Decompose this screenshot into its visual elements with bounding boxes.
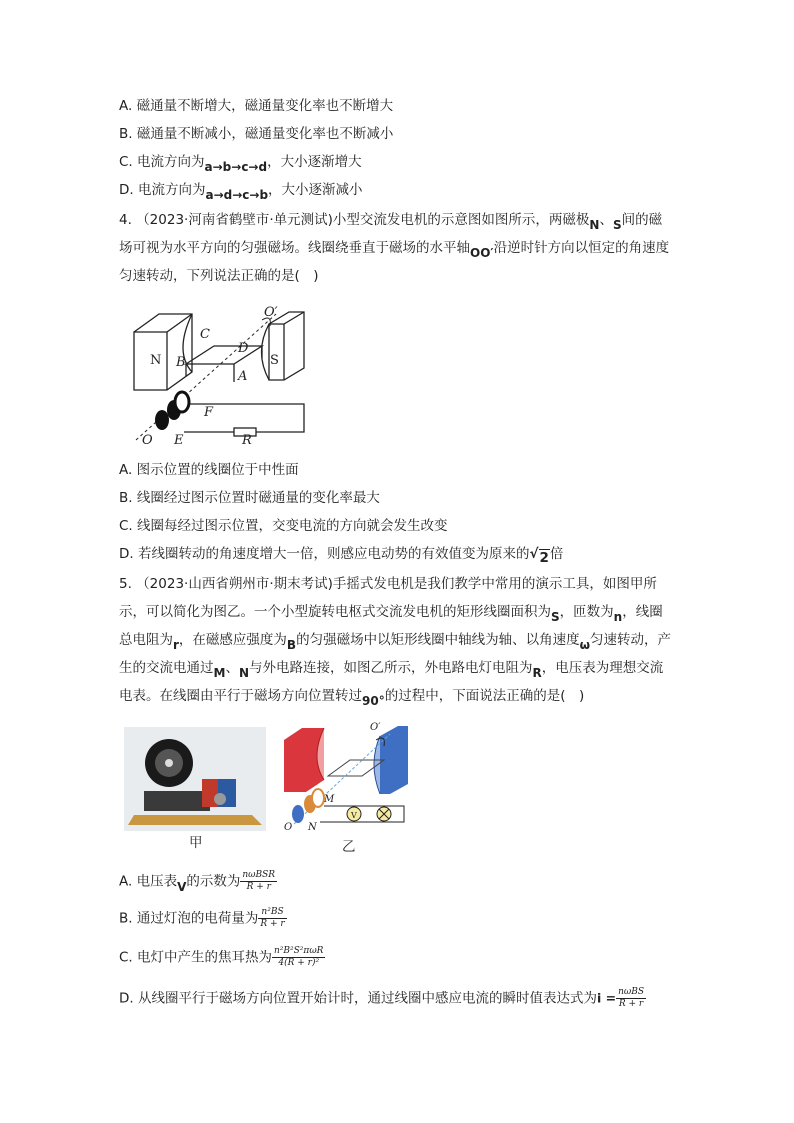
q5-stem-part2: ，匝数为 [559, 604, 614, 620]
q4-sym-s: S [612, 218, 622, 232]
q4-option-c: C. 线圈每经过图示位置，交变电流的方向就会发生改变 [119, 518, 448, 534]
q5-caption-yi: 乙 [342, 839, 356, 855]
q5-label-n: N [308, 822, 317, 832]
q4-option-d-text: D. 若线圈转动的角速度增大一倍，则感应电动势的有效值变为原来的 [119, 546, 530, 562]
q4-label-a: A [238, 369, 248, 384]
q3-option-c [119, 152, 362, 172]
q5-option-a-text: A. 电压表 [119, 873, 178, 890]
q3-option-b: B. 磁通量不断减小，磁通量变化率也不断减小 [119, 126, 394, 142]
q5-stem-part7: 与外电路连接，如图乙所示，外电路电灯电阻为 [249, 660, 533, 676]
q5-sym-s: S [551, 610, 560, 624]
q3-option-a: A. 磁通量不断增大，磁通量变化率也不断增大 [119, 98, 394, 114]
q4-label-o: O [142, 433, 153, 448]
q4-label-d: D [238, 341, 249, 356]
q5-sym-m: M [213, 666, 226, 680]
q5-sym-90: 90° [362, 694, 385, 708]
q4-option-d-value: 2 [539, 550, 549, 566]
q5-stem-part9: 的过程中，下面说法正确的是( ) [384, 688, 585, 704]
q5-option-d-numerator: nωBS [618, 987, 645, 997]
q5-option-d-i: i = [596, 990, 617, 1006]
q5-option-a-sym: V [177, 879, 187, 894]
q5-option-a [119, 870, 277, 893]
q5-option-d-formula [616, 987, 646, 1010]
q4-label-n: N [150, 353, 162, 368]
q5-option-d-denominator: R + r [618, 999, 644, 1009]
q4-label-o-prime: O′ [264, 305, 278, 320]
q5-option-b-numerator: n²BS [258, 907, 286, 919]
q4-label-s: S [270, 353, 279, 368]
q5-photo-hand-generator [124, 727, 266, 831]
q5-option-a-mid: 的示数为 [186, 873, 241, 890]
q5-sym-omega: ω [579, 638, 591, 652]
q5-label-o: O [284, 822, 293, 832]
q5-option-a-denominator: R + r [246, 882, 271, 892]
q3-option-d-text: D. 电流方向为 [119, 182, 206, 198]
q4-label-r: R [242, 433, 252, 448]
q5-stem-part4: ，在磁感应强度为 [178, 632, 287, 648]
q5-sym-n-terminal: N [238, 666, 249, 680]
q4-stem-part1: 4. （2023·河南省鹤壁市·单元测试)小型交流发电机的示意图如图所示，两磁极 [119, 212, 590, 228]
q5-option-d-text: D. 从线圈平行于磁场方向位置开始计时，通过线圈中感应电流的瞬时值表达式为 [119, 990, 597, 1007]
q5-stem-part3: ，线圈总电阻为 [119, 604, 663, 648]
q5-option-a-numerator: nωBSR [242, 870, 276, 880]
q4-label-c: C [200, 327, 210, 342]
q3-option-c-tail: ，大小逐渐增大 [267, 154, 362, 170]
q3-option-d [119, 180, 363, 200]
q3-option-c-path: a→b→c→d [204, 160, 268, 174]
q5-sym-r: r [173, 638, 179, 652]
q3-option-d-tail: ，大小逐渐减小 [268, 182, 363, 198]
q5-option-b [119, 907, 287, 930]
q5-label-o-prime: O′ [370, 722, 381, 733]
voltmeter-icon: V [351, 811, 357, 820]
q5-sep: 、 [225, 660, 239, 676]
q4-stem-part2: 间的磁场可视为水平方向的匀强磁场。线圈绕垂直于磁场的水平轴 [119, 212, 663, 256]
q4-option-b: B. 线圈经过图示位置时磁通量的变化率最大 [119, 490, 380, 506]
q4-label-e: E [174, 433, 184, 448]
q4-option-a: A. 图示位置的线圈位于中性面 [119, 462, 299, 478]
sqrt-icon: √2 [529, 546, 549, 566]
q3-option-c-text: C. 电流方向为 [119, 154, 205, 170]
q5-option-c [119, 946, 325, 969]
q4-sym-n: N [589, 218, 600, 232]
q5-generator-diagram [280, 720, 412, 832]
q5-stem-part6: 匀速转动，产生的交流电通过 [119, 632, 672, 676]
q4-stem [119, 206, 674, 290]
q5-option-c-denominator: 4(R + r)² [278, 958, 320, 968]
q4-sep: 、 [599, 212, 613, 228]
q5-option-c-text: C. 电灯中产生的焦耳热为 [119, 949, 273, 966]
q4-sym-axis: OO′ [470, 246, 494, 260]
q5-stem-part1: 5. （2023·山西省朔州市·期末考试)手摇式发电机是我们教学中常用的演示工具，如图甲所示，可以简化为图乙。一个小型旋转电枢式交流发电机的矩形线圈面积为 [119, 576, 657, 620]
q5-stem-part5: 的匀强磁场中以矩形线圈中轴线为轴、以角速度 [296, 632, 580, 648]
q5-caption-jia: 甲 [189, 835, 203, 851]
q5-stem-part8: ，电压表为理想交流电表。在线圈由平行于磁场方向位置转过 [119, 660, 664, 704]
q5-stem [119, 570, 674, 710]
q5-option-c-numerator: n²B²S²πωR [274, 946, 324, 956]
q3-option-d-path: a→d→c→b [205, 188, 269, 202]
q5-sym-n: n [613, 610, 623, 624]
q4-option-d-tail: 倍 [549, 546, 564, 562]
q5-option-d [119, 987, 646, 1010]
q4-label-b: B [176, 355, 186, 370]
q5-sym-r-lamp: R [532, 666, 542, 680]
q5-option-a-formula [240, 870, 277, 893]
q4-label-f: F [204, 405, 214, 420]
q4-generator-diagram [114, 302, 326, 454]
q4-option-d [119, 544, 563, 564]
q5-option-b-denominator: R + r [260, 919, 285, 929]
q5-option-c-formula [272, 946, 325, 969]
q5-option-b-text: B. 通过灯泡的电荷量为 [119, 910, 259, 927]
q5-sym-b: B [286, 638, 297, 652]
q5-option-b-formula [258, 907, 286, 930]
q5-label-m: M [324, 794, 335, 805]
q4-stem-part3: 沿逆时针方向以恒定的角速度匀速转动，下列说法正确的是( ) [119, 240, 670, 284]
